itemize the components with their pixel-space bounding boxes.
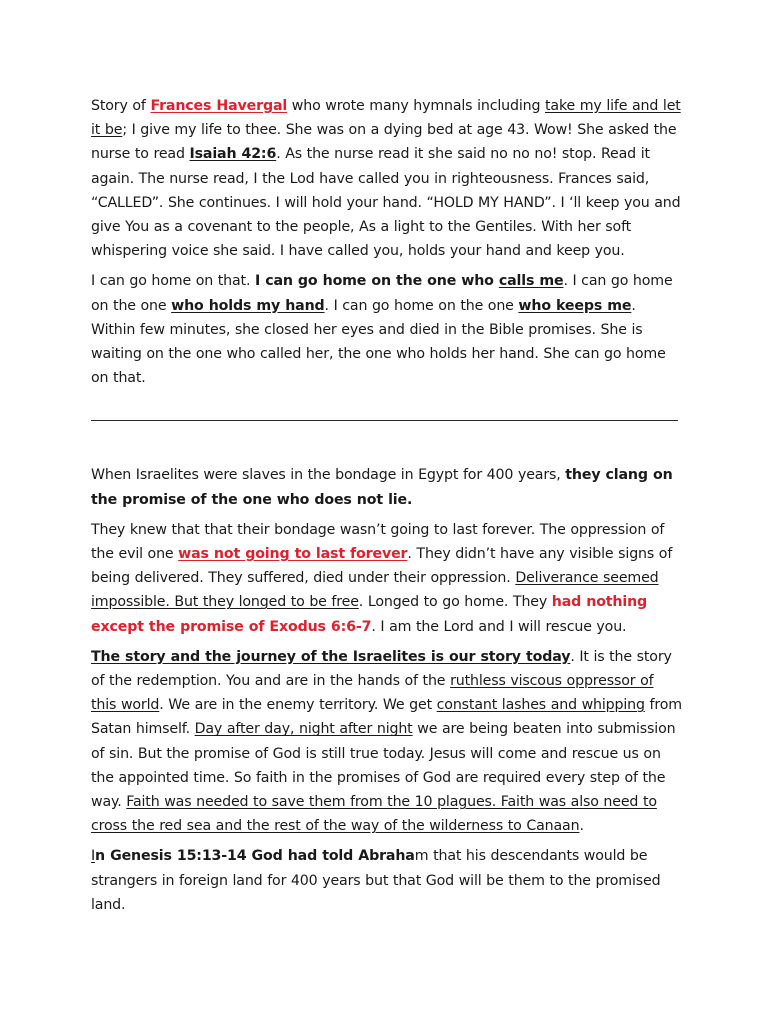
text-run: They knew that that their bondage wasn’t going to last forever. The oppression of the evil one: [91, 521, 665, 563]
text-run: .: [579, 818, 584, 835]
text-run: When Israelites were slaves in the bondage in Egypt for 400 years,: [91, 467, 566, 484]
emphasis-keeps-me: who keeps me: [518, 297, 632, 314]
bold-text: they clang on the promise of the one who does not lie.: [91, 467, 673, 508]
text-run: from Satan himself.: [91, 697, 682, 738]
underlined-text: Faith was needed to save them from the 10 plagues. Faith was also need to cross the red sea and the rest of the way of the wilderness to Canaan: [91, 794, 657, 835]
hymn-title: take my life and let it be: [91, 98, 681, 139]
paragraph-havergal-story: [91, 94, 683, 263]
text-run: . I can go home on the one: [324, 297, 519, 314]
underlined-text: Deliverance seemed impossible. But they longed to be free: [91, 570, 659, 611]
horizontal-divider: [91, 420, 678, 421]
underlined-text: constant lashes and whipping: [436, 697, 645, 714]
text-run: I can go home on that.: [91, 273, 255, 290]
text-run: Story of: [91, 98, 151, 114]
text-run: . We are in the enemy territory. We get: [159, 697, 437, 714]
paragraph-our-story: [91, 645, 683, 839]
text-run: we are being beaten into submission of sin. But the promise of God is still true today. Jesus will come and rescue us on the appointed time. So faith in the promises of God are required every step of the way.: [91, 721, 676, 811]
text-run: . They didn’t have any visible signs of being delivered. They suffered, died under their oppression.: [91, 546, 673, 587]
text-run: . It is the story of the redemption. You and are in the hands of the: [91, 648, 672, 690]
text-run: who wrote many hymnals including: [287, 98, 545, 114]
emphasis-not-forever: was not going to last forever: [178, 546, 408, 563]
bold-text: I can go home on the one who: [254, 273, 499, 290]
text-run: . Longed to go home. They: [358, 594, 552, 611]
emphasis-calls-me: calls me: [498, 273, 564, 290]
paragraph-genesis: [91, 844, 683, 917]
underlined-text: Day after day, night after night: [194, 721, 413, 738]
israelites-section: [91, 463, 683, 917]
emphasis-our-story: The story and the journey of the Israelites is our story today: [91, 648, 571, 665]
paragraph-israelites-slaves: [91, 463, 683, 511]
document-page: [91, 94, 683, 923]
text-run: m that his descendants would be strangers in foreign land for 400 years but that God will be them to the promised land.: [91, 848, 661, 913]
text-run: I: [91, 848, 96, 865]
text-run: . I am the Lord and I will rescue you.: [371, 618, 627, 635]
bold-text: n Genesis 15:13-14 God had told Abraha: [95, 848, 415, 865]
name-frances-havergal: Frances Havergal: [150, 98, 288, 114]
text-run: . I can go home on the one: [91, 273, 673, 314]
emphasis-holds-my-hand: who holds my hand: [171, 297, 325, 314]
text-run: . Within few minutes, she closed her eyes and died in the Bible promises. She is waiting on the one who called her, the one who holds her hand. She can go home on that.: [91, 297, 666, 387]
paragraph-go-home: [91, 269, 683, 390]
text-run: . As the nurse read it she said no no no! stop. Read it again. The nurse read, I the Lod have called you in righteousness. Frances said, “CALLED”. She continues. I will hold your hand. “HOLD MY HAND”. I ‘ll keep you and give You as a covenant to the people, As a light to the Gentiles. With her soft whispering voice she said. I have called you, holds your hand and keep you.: [91, 146, 681, 260]
paragraph-bondage: [91, 518, 683, 639]
underlined-text: ruthless viscous oppressor of this world: [91, 673, 654, 714]
emphasis-exodus-promise: had nothing except the promise of Exodus 6:6-7: [91, 594, 648, 635]
scripture-reference: Isaiah 42:6: [189, 146, 277, 163]
text-run: ; I give my life to thee. She was on a dying bed at age 43. Wow! She asked the nurse to read: [91, 122, 677, 163]
